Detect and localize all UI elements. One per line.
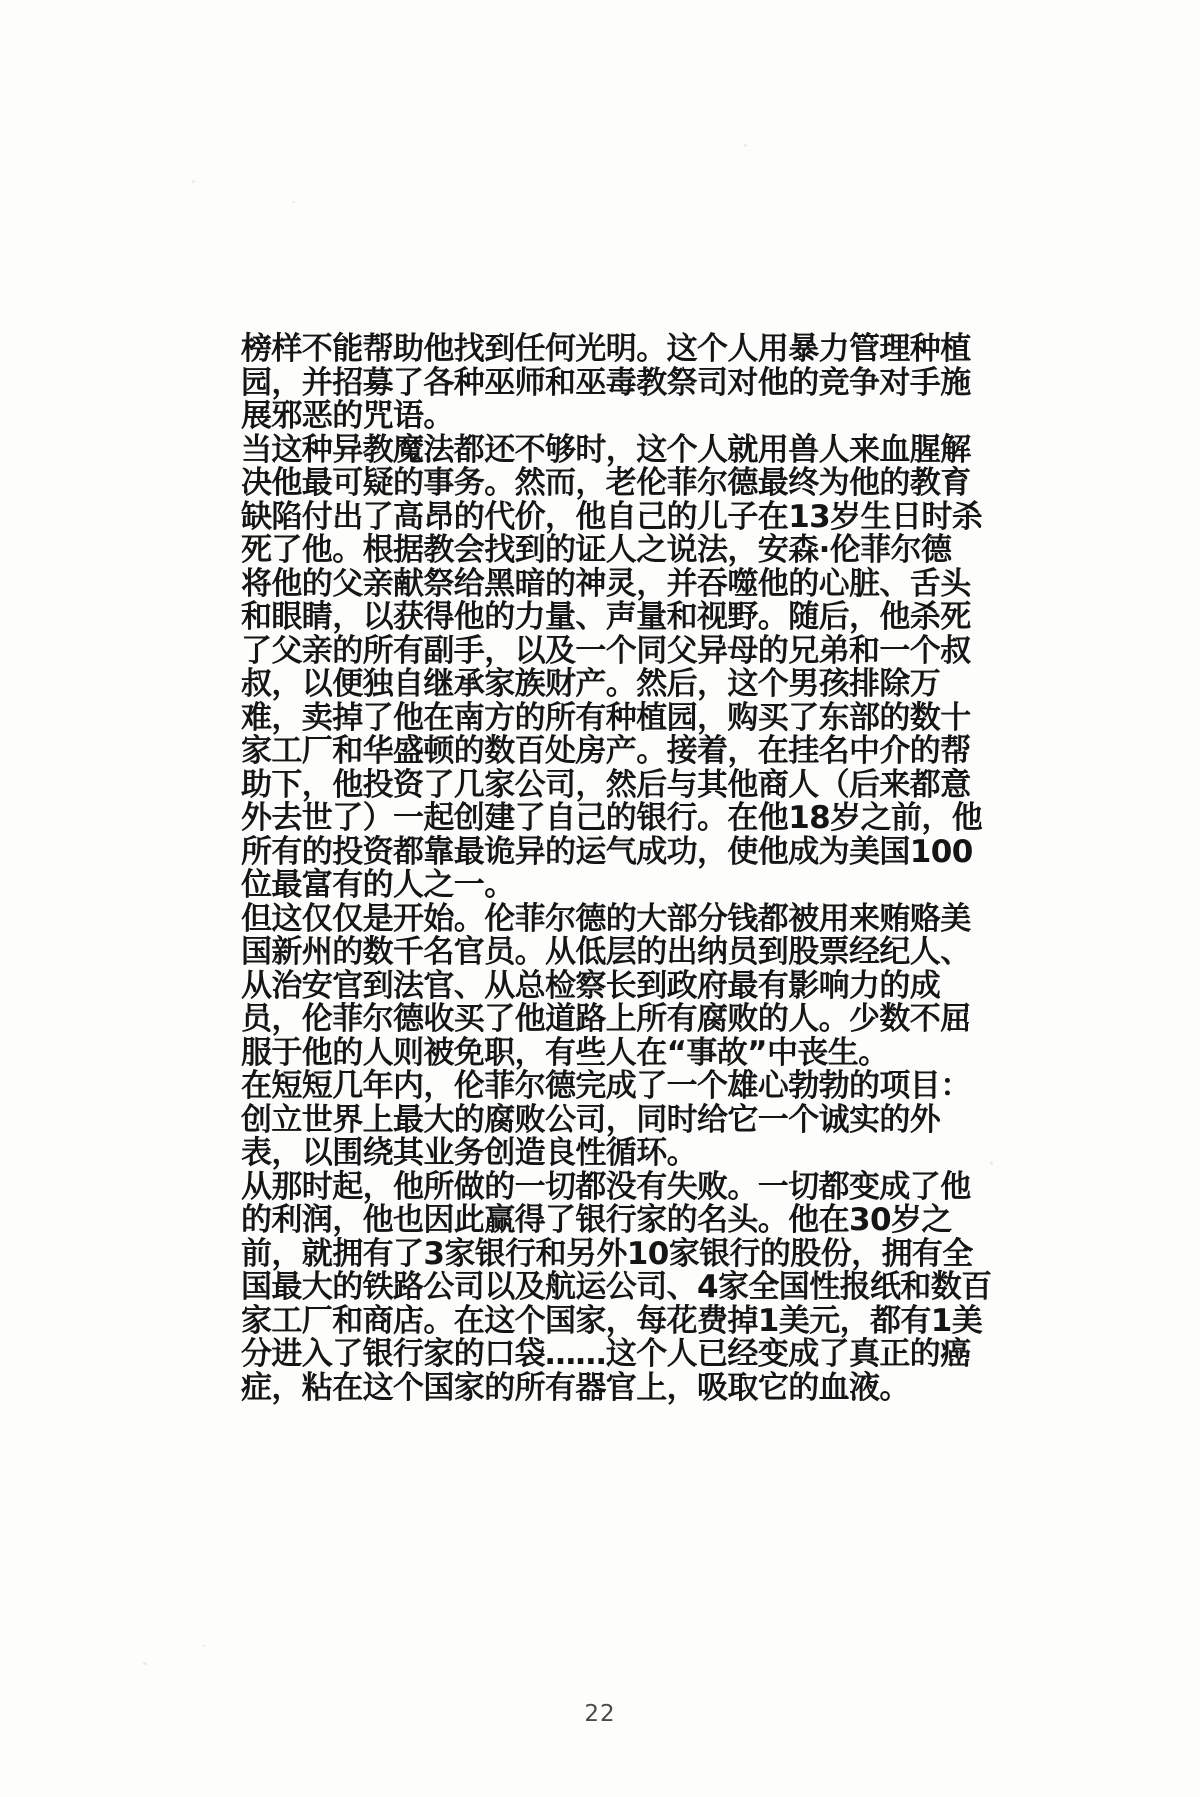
text-line: 决他最可疑的事务。然而，老伦菲尔德最终为他的教育 — [241, 465, 971, 501]
text-line: 家工厂和华盛顿的数百处房产。接着，在挂名中介的帮 — [241, 733, 971, 769]
scan-speck — [990, 1161, 993, 1165]
text-line: 家工厂和商店。在这个国家，每花费掉1美元，都有1美 — [241, 1302, 983, 1339]
text-line: 将他的父亲献祭给黑暗的神灵，并吞噬他的心脏、舌头 — [241, 565, 971, 602]
page-footer — [0, 1701, 1200, 1727]
text-line: 园，并招募了各种巫师和巫毒教祭司对他的竞争对手施 — [241, 364, 971, 401]
text-line: 表，以围绕其业务创造良性循环。 — [241, 1135, 697, 1171]
text-line: 国最大的铁路公司以及航运公司、4家全国性报纸和数百 — [241, 1269, 992, 1305]
text-line: 前，就拥有了3家银行和另外10家银行的股份，拥有全 — [241, 1235, 973, 1272]
text-line: 但这仅仅是开始。伦菲尔德的大部分钱都被用来贿赂美 — [241, 900, 971, 937]
text-line: 当这种异教魔法都还不够时，这个人就用兽人来血腥解 — [241, 431, 971, 468]
text-line: 和眼睛，以获得他的力量、声量和视野。随后，他杀死 — [241, 599, 971, 635]
text-line: 国新州的数千名官员。从低层的出纳员到股票经纪人、 — [241, 934, 971, 970]
text-line: 员，伦菲尔德收买了他道路上所有腐败的人。少数不屈 — [241, 1001, 971, 1037]
text-line: 难，卖掉了他在南方的所有种植园，购买了东部的数十 — [241, 699, 971, 736]
text-line: 死了他。根据教会找到的证人之说法，安森·伦菲尔德 — [241, 532, 952, 568]
scan-speck — [143, 1662, 147, 1665]
text-line: 所有的投资都靠最诡异的运气成功，使他成为美国100 — [241, 833, 973, 870]
scan-speck — [744, 144, 747, 147]
text-line: 创立世界上最大的腐败公司，同时给它一个诚实的外 — [241, 1101, 941, 1138]
text-line: 叔，以便独自继承家族财产。然后，这个男孩排除万 — [241, 666, 941, 702]
text-line: 从治安官到法官、从总检察长到政府最有影响力的成 — [241, 967, 941, 1004]
text-line: 分进入了银行家的口袋……这个人已经变成了真正的癌 — [241, 1336, 971, 1372]
text-line: 缺陷付出了高昂的代价，他自己的儿子在13岁生日时杀 — [241, 498, 983, 535]
scan-speck — [203, 1645, 206, 1647]
text-line: 榜样不能帮助他找到任何光明。这个人用暴力管理种植 — [241, 331, 971, 367]
text-line: 的利润，他也因此赢得了银行家的名头。他在30岁之 — [241, 1202, 952, 1238]
text-line: 在短短几年内，伦菲尔德完成了一个雄心勃勃的项目： — [241, 1068, 971, 1104]
text-line: 症，粘在这个国家的所有器官上，吸取它的血液。 — [241, 1369, 910, 1406]
text-line: 位最富有的人之一。 — [241, 867, 515, 903]
text-line: 外去世了）一起创建了自己的银行。在他18岁之前，他 — [241, 800, 983, 836]
text-line: 服于他的人则被免职，有些人在“事故”中丧生。 — [241, 1034, 889, 1071]
body-text-block — [241, 333, 993, 1405]
text-line: 了父亲的所有副手，以及一个同父异母的兄弟和一个叔 — [241, 632, 971, 669]
text-line: 助下，他投资了几家公司，然后与其他商人（后来都意 — [241, 766, 971, 803]
text-line: 从那时起，他所做的一切都没有失败。一切都变成了他 — [241, 1168, 971, 1205]
text-line: 展邪恶的咒语。 — [241, 398, 454, 434]
scan-speck — [192, 180, 195, 183]
scan-speck — [292, 201, 295, 203]
page-number: 22 — [584, 1701, 616, 1727]
